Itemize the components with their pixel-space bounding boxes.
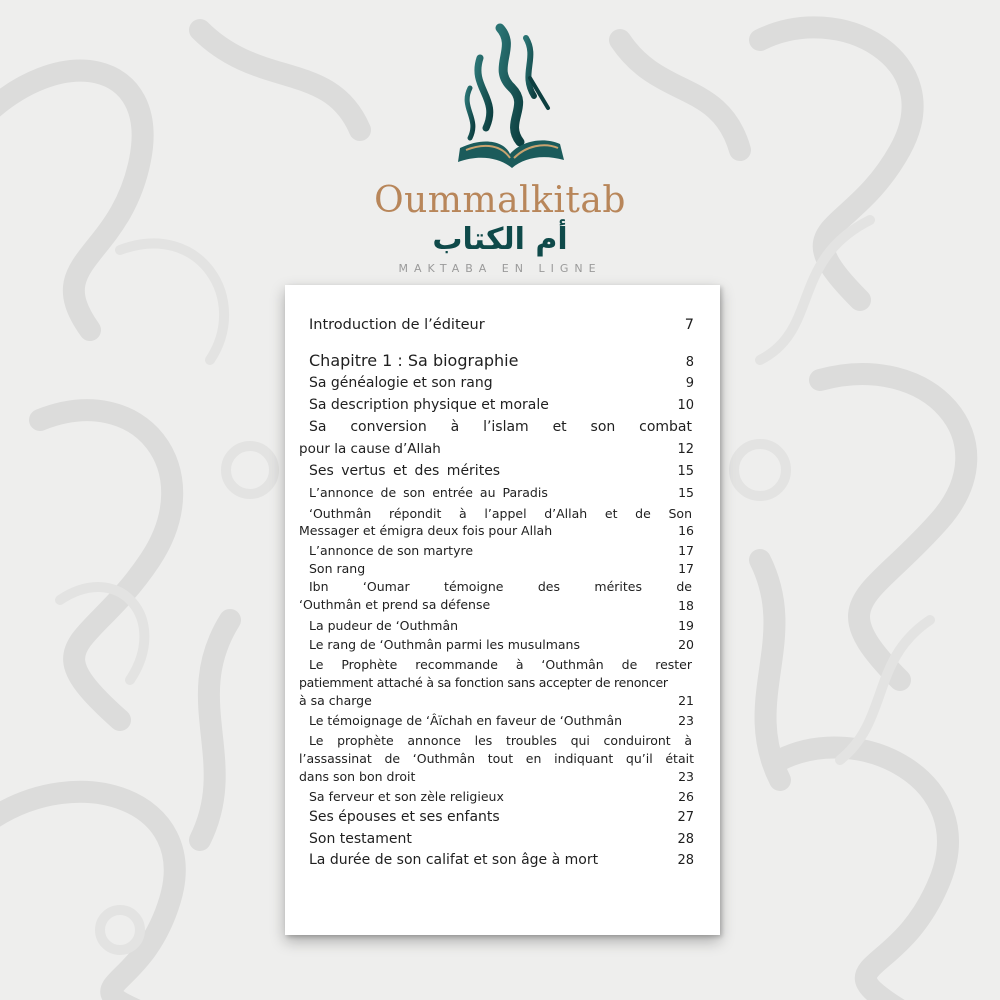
toc-entry-page: 28 bbox=[677, 853, 694, 868]
toc-entry bbox=[309, 831, 694, 847]
toc-entry-page: 20 bbox=[678, 637, 694, 652]
toc-entry-page: 18 bbox=[678, 598, 694, 613]
toc-entry-title: Le témoignage de ‘Âïchah en faveur de ‘Outhmân bbox=[309, 713, 623, 728]
brand-name-arabic: أم الكتاب bbox=[432, 222, 568, 257]
toc-entry-line: Le prophète annonce les troubles qui conduiront à bbox=[309, 733, 692, 748]
toc-entry-line: Messager et émigra deux fois pour Allah bbox=[299, 523, 553, 538]
toc-entry bbox=[309, 485, 694, 500]
toc-entry bbox=[309, 543, 694, 558]
toc-entry-title: Introduction de l’éditeur bbox=[309, 317, 485, 333]
toc-entry-page: 26 bbox=[678, 789, 694, 804]
toc-entry-title: L’annonce de son martyre bbox=[309, 543, 474, 558]
toc-entry bbox=[309, 713, 694, 728]
toc-entry-title: L’annonce de son entrée au Paradis bbox=[309, 485, 548, 500]
toc-entry-title: Son testament bbox=[309, 831, 412, 847]
toc-entry bbox=[309, 809, 694, 825]
toc-entry-page: 12 bbox=[677, 442, 694, 457]
toc-entry-line: ‘Outhmân et prend sa défense bbox=[299, 597, 491, 612]
toc-entry-title: Sa généalogie et son rang bbox=[309, 375, 493, 391]
toc-entry-line: dans son bon droit bbox=[299, 769, 416, 784]
toc-entry-line: ‘Outhmân répondit à l’appel d’Allah et de Son bbox=[309, 506, 692, 521]
brand-name-latin: Oummalkitab bbox=[374, 180, 626, 221]
brand-logo-icon bbox=[430, 18, 580, 178]
toc-entry-title: Le rang de ‘Outhmân parmi les musulmans bbox=[309, 637, 580, 652]
toc-entry bbox=[309, 463, 694, 479]
toc-entry bbox=[309, 561, 694, 576]
toc-entry bbox=[309, 637, 694, 652]
toc-entry bbox=[309, 618, 694, 633]
toc-entry-page: 9 bbox=[685, 376, 694, 391]
toc-entry-page: 27 bbox=[677, 810, 694, 825]
toc-entry-page: 17 bbox=[678, 543, 694, 558]
toc-page bbox=[285, 285, 720, 935]
toc-entry-title: Sa ferveur et son zèle religieux bbox=[309, 789, 504, 804]
toc-entry bbox=[309, 375, 694, 391]
brand-tagline: MAKTABA EN LIGNE bbox=[398, 262, 602, 275]
toc-entry-page: 19 bbox=[678, 618, 694, 633]
toc-entry-line: à sa charge bbox=[299, 693, 372, 708]
toc-entry-page: 7 bbox=[684, 317, 694, 333]
toc-entry-page: 8 bbox=[685, 355, 694, 370]
toc-entry bbox=[309, 789, 694, 804]
toc-entry-line: pour la cause d’Allah bbox=[299, 441, 441, 457]
toc-entry-page: 28 bbox=[677, 832, 694, 847]
toc-entry-title: Ses vertus et des mérites bbox=[309, 463, 501, 479]
toc-entry-title: Chapitre 1 : Sa biographie bbox=[309, 351, 519, 370]
toc-entry bbox=[309, 317, 694, 333]
toc-entry-title: La durée de son califat et son âge à mort bbox=[309, 852, 599, 868]
toc-entry-page: 15 bbox=[677, 464, 694, 479]
toc-entry-line: Sa conversion à l’islam et son combat bbox=[309, 419, 692, 435]
toc-entry-page: 21 bbox=[678, 693, 694, 708]
toc-entry-title: Ses épouses et ses enfants bbox=[309, 809, 500, 825]
toc-entry-page: 23 bbox=[678, 769, 694, 784]
toc-entry bbox=[309, 852, 694, 868]
toc-entry-page: 23 bbox=[678, 713, 694, 728]
table-of-contents bbox=[285, 285, 720, 935]
toc-entry-page: 10 bbox=[677, 398, 694, 413]
toc-chapter bbox=[309, 351, 694, 370]
toc-entry-title: Sa description physique et morale bbox=[309, 397, 549, 413]
toc-entry-line: l’assassinat de ‘Outhmân tout en indiquant qu’il était bbox=[299, 751, 694, 766]
toc-entry-line: Ibn ‘Oumar témoigne des mérites de bbox=[309, 579, 692, 594]
toc-entry-title: Son rang bbox=[309, 561, 366, 576]
toc-entry-page: 17 bbox=[678, 561, 694, 576]
toc-entry-line: Le Prophète recommande à ‘Outhmân de rester bbox=[309, 657, 692, 672]
toc-entry-page: 15 bbox=[678, 485, 694, 500]
toc-entry-page: 16 bbox=[678, 523, 694, 538]
toc-entry-title: La pudeur de ‘Outhmân bbox=[309, 618, 459, 633]
toc-entry bbox=[309, 397, 694, 413]
toc-entry-line: patiemment attaché à sa fonction sans accepter de renoncer bbox=[299, 675, 668, 690]
